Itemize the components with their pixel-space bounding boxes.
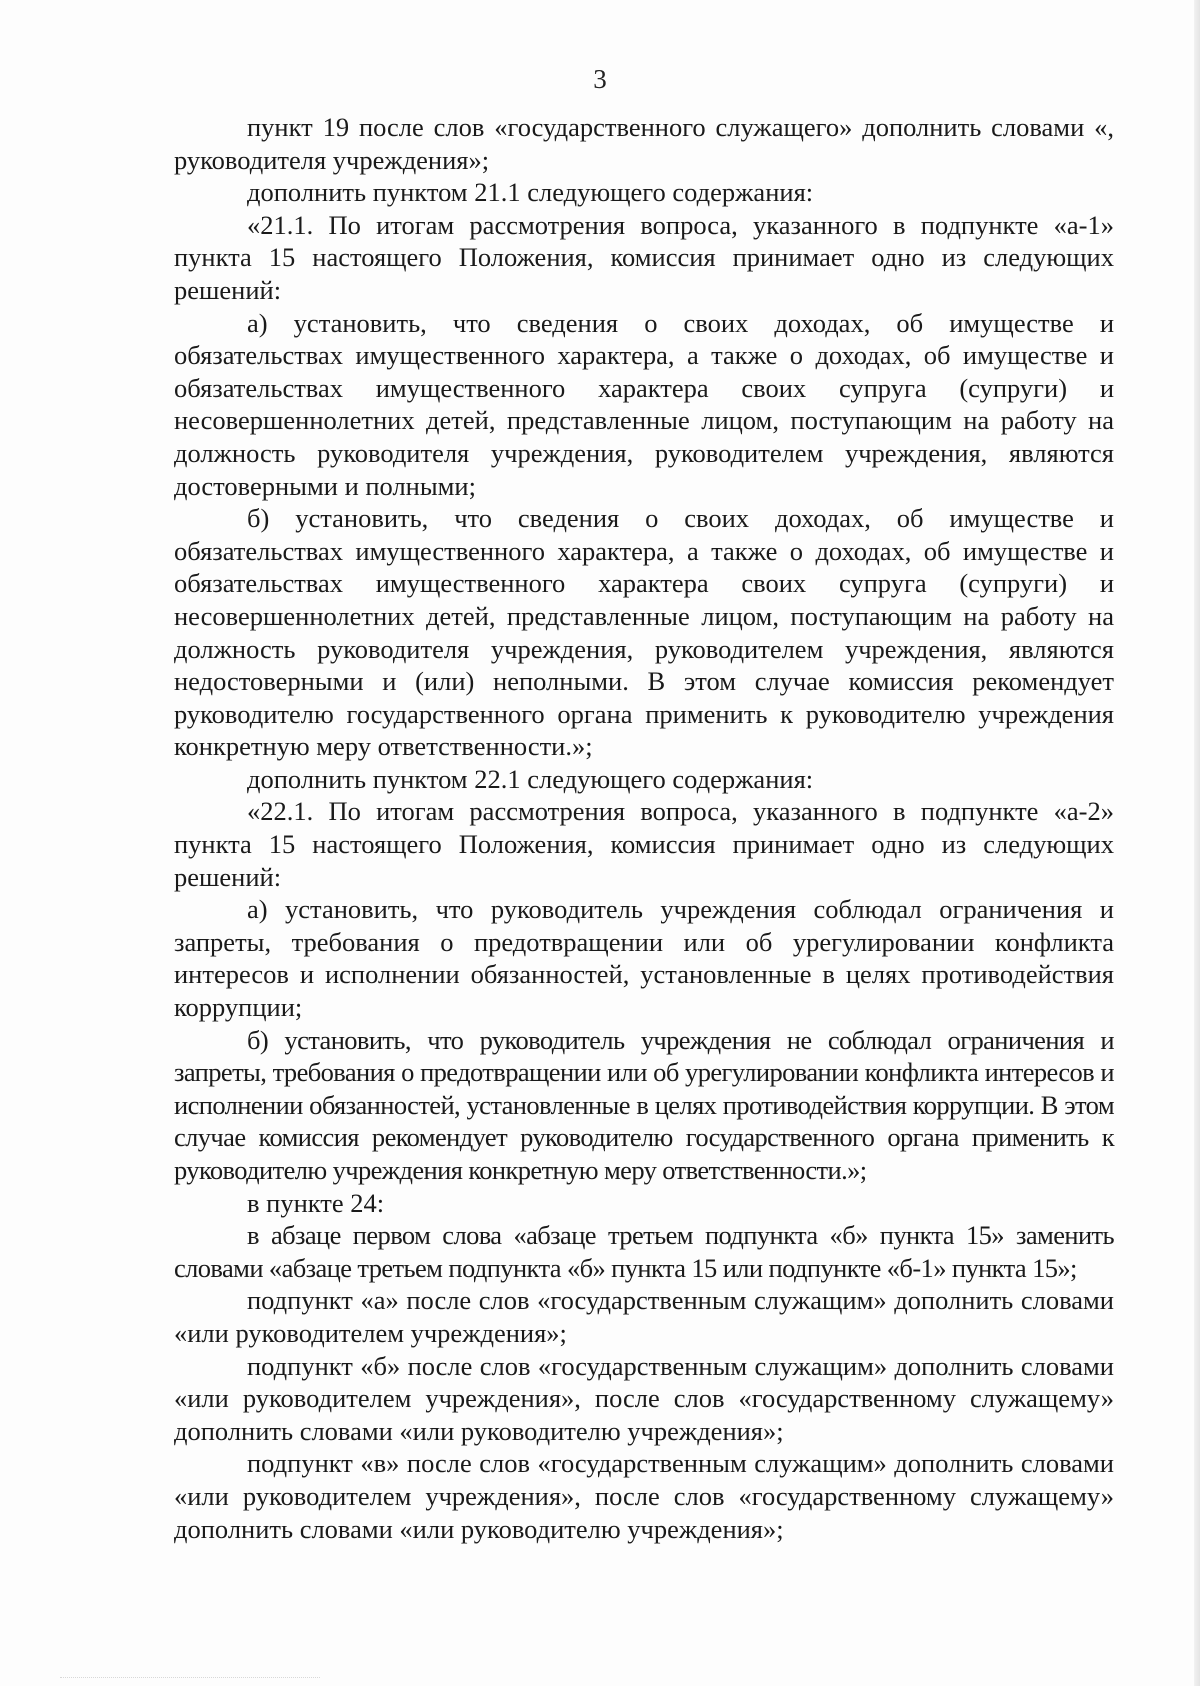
paragraph-24-subitem-v: подпункт «в» после слов «государственным служащим» дополнить словами «или руководителем учреждения», после слов «государственному служащему» дополнить словами «или руководителю учреждения»; [174,1448,1114,1544]
paragraph-24-subitem-a: подпункт «а» после слов «государственным служащим» дополнить словами «или руководителем учреждения»; [174,1285,1114,1348]
document-body [174,111,1114,1545]
paragraph-22-1-intro: «22.1. По итогам рассмотрения вопроса, указанного в подпункте «а-2» пункта 15 настоящего Положения, комиссия принимает одно из следующих решений: [174,796,1114,892]
paragraph-21-1-a: а) установить, что сведения о своих доходах, об имуществе и обязательствах имущественного характера, а также о доходах, об имуществе и обязательствах имущественного характера своих супруга (супруги) и несовершеннолетних детей, представленные лицом, поступающим на работу на должность руководителя учреждения, руководителем учреждения, являются достоверными и полными; [174,307,1114,501]
paragraph-22-1-a: а) установить, что руководитель учреждения соблюдал ограничения и запреты, требования о предотвращении или об урегулировании конфликта интересов и исполнении обязанностей, установленные в целях противодействия коррупции; [174,894,1114,1023]
paragraph-22-1-b: б) установить, что руководитель учреждения не соблюдал ограничения и запреты, требования о предотвращении или об урегулировании конфликта интересов и исполнении обязанностей, установленные в целях противодействия коррупции. В этом случае комиссия рекомендует руководителю государственного органа применить к руководителю учреждения конкретную меру ответственности.»; [174,1024,1114,1185]
page-number: 3 [593,64,607,94]
paragraph-item-19: пункт 19 после слов «государственного служащего» дополнить словами «, руководителя учреждения»; [174,112,1114,175]
paragraph-add-21-1: дополнить пунктом 21.1 следующего содержания: [247,177,814,208]
paragraph-item-24: в пункте 24: [247,1187,385,1218]
paragraph-21-1-b: б) установить, что сведения о своих доходах, об имуществе и обязательствах имущественного характера, а также о доходах, об имуществе и обязательствах имущественного характера своих супруга (супруги) и несовершеннолетних детей, представленные лицом, поступающим на работу на должность руководителя учреждения, руководителем учреждения, являются недостоверными и (или) неполными. В этом случае комиссия рекомендует руководителю государственного органа применить к руководителю учреждения конкретную меру ответственности.»; [174,503,1114,762]
paragraph-24-first-abzac: в абзаце первом слова «абзаце третьем подпункта «б» пункта 15» заменить словами «абзаце третьем подпункта «б» пункта 15 или подпункте «б-1» пункта 15»; [174,1220,1114,1283]
paragraph-24-subitem-b: подпункт «б» после слов «государственным служащим» дополнить словами «или руководителем учреждения», после слов «государственному служащему» дополнить словами «или руководителю учреждения»; [174,1350,1114,1446]
paragraph-add-22-1: дополнить пунктом 22.1 следующего содержания: [247,763,814,794]
scan-edge [1194,0,1200,1686]
scan-artifact-line [60,1674,320,1678]
paragraph-21-1-intro: «21.1. По итогам рассмотрения вопроса, указанного в подпункте «а-1» пункта 15 настоящего Положения, комиссия принимает одно из следующих решений: [174,209,1114,305]
